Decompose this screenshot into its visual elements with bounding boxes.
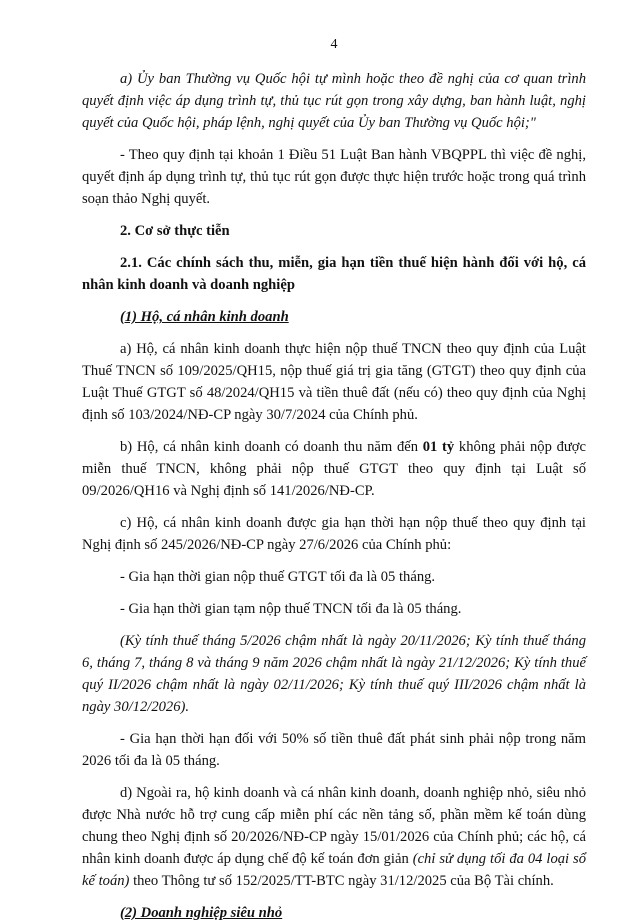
heading-tax-policies: 2.1. Các chính sách thu, miễn, gia hạn tiền thuế hiện hành đối với hộ, cá nhân kinh doanh và doanh nghiệp bbox=[82, 255, 586, 293]
paragraph-1b-start: b) Hộ, cá nhân kinh doanh có doanh thu năm đến bbox=[120, 439, 423, 455]
heading-micro-enterprise bbox=[82, 902, 586, 924]
paragraph-1d bbox=[82, 782, 586, 892]
heading-practical-basis: 2. Cơ sở thực tiễn bbox=[120, 223, 230, 239]
heading-household-business bbox=[82, 306, 586, 328]
paragraph-1b-end: không phải nộp được miễn thuế TNCN, không phải nộp thuế GTGT theo quy định tại Luật số 09/2026/QH16 và Nghị định số 141/2026/NĐ-CP. bbox=[82, 439, 586, 499]
paragraph-1d-note: (chỉ sử dụng tối đa 04 loại sổ kế toán) bbox=[82, 851, 587, 889]
paragraph-quote-a: a) Ủy ban Thường vụ Quốc hội tự mình hoặc theo đề nghị của cơ quan trình quyết định việc áp dụng trình tự, thủ tục rút gọn trong xây dựng, ban hành luật, nghị quyết của Quốc hội, pháp lệnh, nghị quyết của Ủy ban Thường vụ Quốc hội;" bbox=[82, 71, 586, 131]
paragraph-land-rent-extension: - Gia hạn thời hạn đối với 50% số tiền thuê đất phát sinh phải nộp trong năm 2026 tối đa là 05 tháng. bbox=[82, 731, 586, 769]
paragraph-tncn-extension: - Gia hạn thời gian tạm nộp thuế TNCN tối đa là 05 tháng. bbox=[120, 601, 462, 617]
paragraph-1d-start: d) Ngoài ra, hộ kinh doanh và cá nhân kinh doanh, doanh nghiệp nhỏ, siêu nhỏ được Nhà nước hỗ trợ cung cấp miễn phí các nền tảng số, phần mềm kế toán dùng chung theo Nghị định số 20/2026/NĐ-CP ngày 15/01/2026 của Chính phủ; các hộ, cá nhân kinh doanh được áp dụng chế độ kế toán đơn giản bbox=[82, 785, 586, 867]
paragraph-1c: c) Hộ, cá nhân kinh doanh được gia hạn thời hạn nộp thuế theo quy định tại Nghị định số 245/2026/NĐ-CP ngày 27/6/2026 của Chính phủ: bbox=[82, 515, 586, 553]
page-number: 4 bbox=[330, 37, 338, 52]
paragraph-1b bbox=[82, 436, 586, 502]
heading-household-business-text: (1) Hộ, cá nhân kinh doanh bbox=[120, 309, 289, 325]
paragraph-1d-end: theo Thông tư số 152/2025/TT-BTC ngày 31/12/2025 của Bộ Tài chính. bbox=[129, 873, 554, 889]
heading-micro-enterprise-text: (2) Doanh nghiệp siêu nhỏ bbox=[120, 905, 283, 921]
paragraph-gtgt-extension: - Gia hạn thời gian nộp thuế GTGT tối đa là 05 tháng. bbox=[120, 569, 436, 585]
paragraph-tax-period-note: (Kỳ tính thuế tháng 5/2026 chậm nhất là ngày 20/11/2026; Kỳ tính thuế tháng 6, tháng 7, tháng 8 và tháng 9 năm 2026 chậm nhất là ngày 21/12/2026; Kỳ tính thuế quý II/2026 chậm nhất là ngày 02/11/2026; Kỳ tính thuế quý III/2026 chậm nhất là ngày 30/12/2026). bbox=[82, 633, 586, 715]
paragraph-1a: a) Hộ, cá nhân kinh doanh thực hiện nộp thuế TNCN theo quy định của Luật Thuế TNCN số 109/2025/QH15, nộp thuế giá trị gia tăng (GTGT) theo quy định của Luật Thuế GTGT số 48/2024/QH15 và tiền thuê đất (nếu có) theo quy định của Nghị định số 103/2024/NĐ-CP ngày 30/7/2024 của Chính phủ. bbox=[82, 341, 586, 423]
paragraph-1b-amount: 01 tỷ bbox=[422, 439, 455, 455]
paragraph-vbqppl: - Theo quy định tại khoản 1 Điều 51 Luật Ban hành VBQPPL thì việc đề nghị, quyết định áp dụng trình tự, thủ tục rút gọn được thực hiện trước hoặc trong quá trình soạn thảo Nghị quyết. bbox=[82, 147, 586, 207]
